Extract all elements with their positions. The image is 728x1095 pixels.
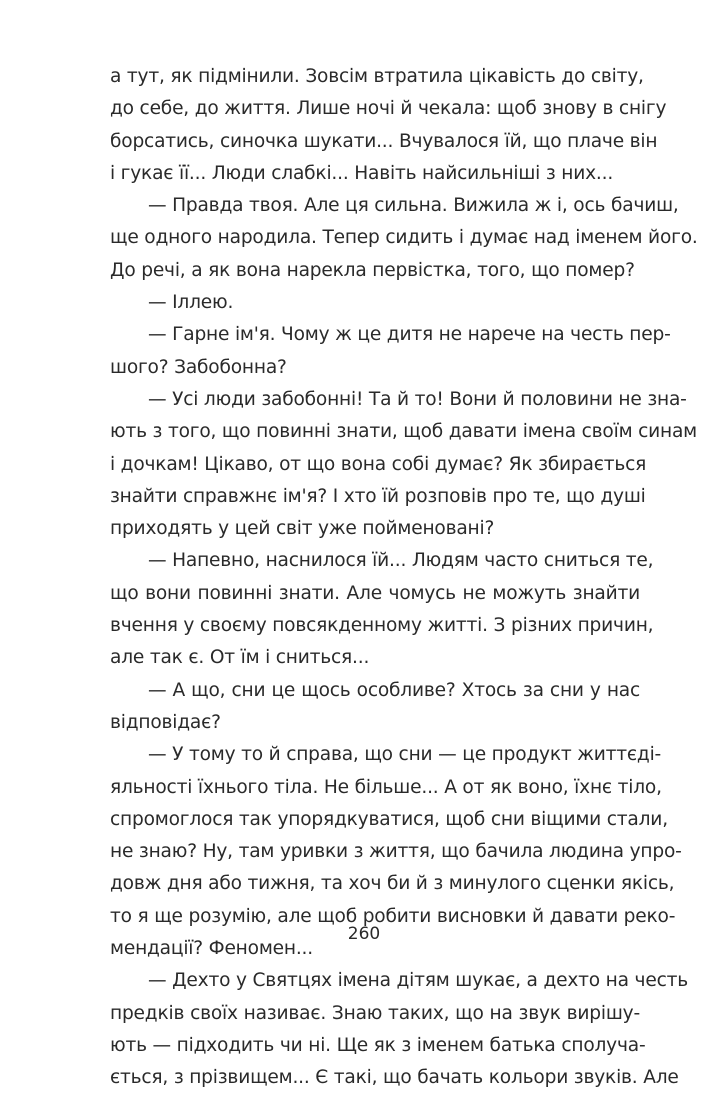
text-line: — Дехто у Святцях імена дітям шукає, а дехто на честь [148, 970, 688, 992]
text-line: мендації? Феномен... [110, 938, 313, 960]
text-line: і гукає її... Люди слабкі... Навіть найсильніші з них... [110, 162, 614, 184]
page-number: 260 [347, 924, 381, 944]
text-line: ється, з прізвищем... Є такі, що бачать кольори звуків. Але [110, 1067, 679, 1089]
text-line: яльності їхнього тіла. Не більше... А от як воно, їхнє тіло, [110, 776, 662, 798]
text-line: ще одного народила. Тепер сидить і думає над іменем його. [110, 227, 698, 249]
text-line: до себе, до життя. Лише ночі й чекала: щоб знову в снігу [110, 98, 667, 120]
text-line: що вони повинні знати. Але чомусь не можуть знайти [110, 582, 640, 604]
text-line: борсатись, синочка шукати... Вчувалося їй, що плаче він [110, 130, 658, 152]
text-line: — У тому то й справа, що сни — це продукт життєді- [148, 744, 662, 766]
text-line: а тут, як підмінили. Зовсім втратила цікавість до світу, [110, 66, 644, 87]
text-line: приходять у цей світ уже пойменовані? [110, 518, 495, 540]
text-line: не знаю? Ну, там уривки з життя, що бачила людина упро- [110, 841, 682, 863]
text-line: ють — підходить чи ні. Ще як з іменем батька сполуча- [110, 1034, 646, 1056]
text-line: — Правда твоя. Але ця сильна. Вижила ж і, ось бачиш, [148, 195, 679, 217]
text-line: ють з того, що повинні знати, щоб давати імена своїм синам [110, 421, 697, 443]
text-line: знайти справжнє ім'я? І хто їй розповів про те, що душі [110, 485, 646, 507]
text-line: відповідає? [110, 711, 221, 733]
text-line: — Гарне ім'я. Чому ж це дитя не нарече на честь пер- [148, 324, 671, 346]
text-line: — Усі люди забобонні! Та й то! Вони й половини не зна- [148, 388, 687, 410]
text-line: довж дня або тижня, та хоч би й з минулого сценки якісь, [110, 873, 675, 895]
text-line: — Напевно, наснилося їй... Людям часто сниться те, [148, 550, 654, 572]
text-line: але так є. От їм і сниться... [110, 647, 370, 669]
text-line: і дочкам! Цікаво, от що вона собі думає? Як збирається [110, 453, 647, 475]
text-line: — Іллею. [148, 292, 234, 314]
text-line: предків своїх називає. Знаю таких, що на звук вирішу- [110, 1002, 640, 1024]
text-line: До речі, а як вона нарекла первістка, того, що помер? [110, 259, 635, 281]
text-line: — А що, сни це щось особливе? Хтось за сни у нас [148, 679, 640, 701]
text-line: вчення у своєму повсякденному житті. З різних причин, [110, 615, 654, 637]
text-line: шого? Забобонна? [110, 356, 287, 378]
text-line: то я ще розумію, але щоб робити висновки й давати реко- [110, 905, 676, 927]
text-line: спромоглося так упорядкуватися, щоб сни віщими стали, [110, 808, 668, 830]
